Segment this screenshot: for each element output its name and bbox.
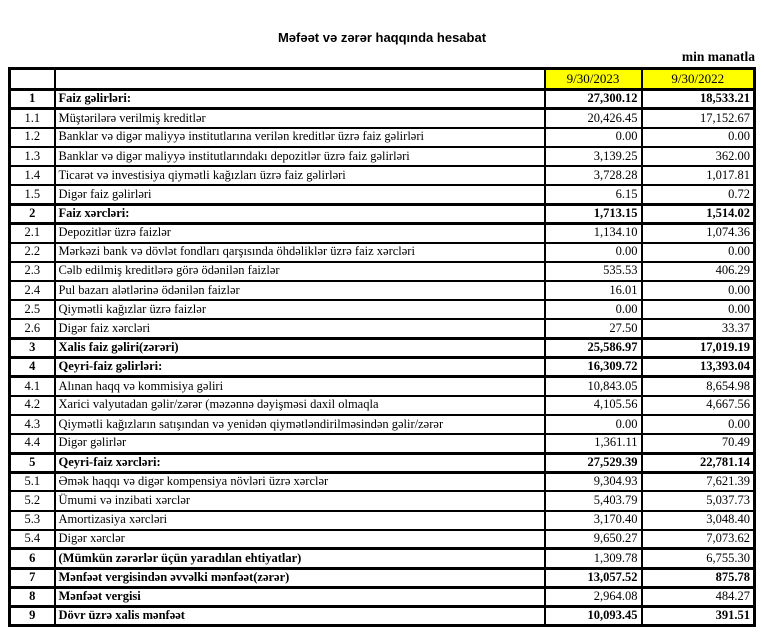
- row-value-2023: 0.00: [545, 128, 642, 147]
- row-value-2022: 17,019.19: [642, 338, 755, 357]
- table-row: [10, 262, 755, 281]
- table-row: [10, 185, 755, 204]
- table-row: [10, 511, 755, 530]
- table-row: [10, 453, 755, 472]
- row-value-2023: 2,964.08: [545, 587, 642, 606]
- table-row: [10, 90, 755, 109]
- row-no: 1.1: [10, 109, 55, 128]
- row-value-2022: 406.29: [642, 262, 755, 281]
- table-row: [10, 530, 755, 549]
- row-no: 4.4: [10, 434, 55, 453]
- column-header-2022: 9/30/2022: [642, 69, 755, 90]
- row-label: Banklar və digər maliyyə institutlarına verilən kreditlər üzrə faiz gəlirləri: [55, 128, 545, 147]
- row-label: Amortizasiya xərcləri: [55, 511, 545, 530]
- row-no: 2.1: [10, 223, 55, 242]
- row-value-2023: 6.15: [545, 185, 642, 204]
- table-row: [10, 472, 755, 491]
- row-value-2023: 0.00: [545, 300, 642, 319]
- row-no: 9: [10, 606, 55, 625]
- row-value-2022: 1,017.81: [642, 166, 755, 185]
- row-value-2023: 20,426.45: [545, 109, 642, 128]
- table-row: [10, 243, 755, 262]
- table-row: [10, 338, 755, 357]
- row-no: 2: [10, 204, 55, 223]
- row-no: 1.5: [10, 185, 55, 204]
- row-no: 2.5: [10, 300, 55, 319]
- row-value-2023: 1,309.78: [545, 549, 642, 568]
- row-value-2023: 1,361.11: [545, 434, 642, 453]
- row-label: Digər faiz xərcləri: [55, 319, 545, 338]
- row-value-2022: 0.00: [642, 300, 755, 319]
- row-value-2023: 27,300.12: [545, 90, 642, 109]
- table-row: [10, 300, 755, 319]
- row-value-2022: 3,048.40: [642, 511, 755, 530]
- row-value-2023: 27.50: [545, 319, 642, 338]
- row-no: 5.4: [10, 530, 55, 549]
- row-value-2022: 22,781.14: [642, 453, 755, 472]
- table-row: [10, 377, 755, 396]
- table-header-row: [10, 69, 755, 90]
- row-value-2022: 484.27: [642, 587, 755, 606]
- table-row: [10, 434, 755, 453]
- row-value-2023: 535.53: [545, 262, 642, 281]
- table-row: [10, 568, 755, 587]
- page-title: Məfəət və zərər haqqında hesabat: [277, 30, 487, 45]
- row-value-2023: 10,093.45: [545, 606, 642, 625]
- row-value-2023: 4,105.56: [545, 396, 642, 415]
- unit-note: min manatla: [681, 49, 755, 64]
- row-no: 1.2: [10, 128, 55, 147]
- row-value-2023: 25,586.97: [545, 338, 642, 357]
- row-label: Qeyri-faiz gəlirləri:: [55, 357, 545, 376]
- row-label: Ümumi və inzibati xərclər: [55, 491, 545, 510]
- row-value-2022: 0.00: [642, 243, 755, 262]
- row-no: 6: [10, 549, 55, 568]
- row-label: Ticarət və investisiya qiymətli kağızları üzrə faiz gəlirləri: [55, 166, 545, 185]
- table-row: [10, 415, 755, 434]
- row-no: 2.3: [10, 262, 55, 281]
- column-header-2023: 9/30/2023: [545, 69, 642, 90]
- row-label: Qeyri-faiz xərcləri:: [55, 453, 545, 472]
- row-label: Digər faiz gəlirləri: [55, 185, 545, 204]
- table-row: [10, 606, 755, 625]
- row-label: Pul bazarı alətlərinə ödənilən faizlər: [55, 281, 545, 300]
- row-no: 1.3: [10, 147, 55, 166]
- row-value-2022: 0.72: [642, 185, 755, 204]
- row-value-2022: 1,074.36: [642, 223, 755, 242]
- row-no: 2.6: [10, 319, 55, 338]
- row-value-2022: 0.00: [642, 281, 755, 300]
- row-label: Alınan haqq və kommisiya gəliri: [55, 377, 545, 396]
- row-value-2023: 5,403.79: [545, 491, 642, 510]
- table-row: [10, 491, 755, 510]
- row-label: Faiz gəlirləri:: [55, 90, 545, 109]
- row-value-2022: 362.00: [642, 147, 755, 166]
- row-label: Faiz xərcləri:: [55, 204, 545, 223]
- table-row: [10, 147, 755, 166]
- row-label: Xalis faiz gəliri(zərəri): [55, 338, 545, 357]
- row-label: Depozitlər üzrə faizlər: [55, 223, 545, 242]
- row-no: 2.2: [10, 243, 55, 262]
- table-row: [10, 204, 755, 223]
- row-value-2022: 4,667.56: [642, 396, 755, 415]
- row-no: 5.1: [10, 472, 55, 491]
- row-label: Qiymətli kağızlar üzrə faizlər: [55, 300, 545, 319]
- row-no: 8: [10, 587, 55, 606]
- row-label: Qiymətli kağızların satışından və yenidən qiymətləndirilməsindən gəlir/zərər: [55, 415, 545, 434]
- table-row: [10, 549, 755, 568]
- row-value-2022: 17,152.67: [642, 109, 755, 128]
- row-no: 4.3: [10, 415, 55, 434]
- row-no: 5: [10, 453, 55, 472]
- row-value-2023: 16,309.72: [545, 357, 642, 376]
- row-label: Əmək haqqı və digər kompensiya növləri üzrə xərclər: [55, 472, 545, 491]
- row-no: 4.2: [10, 396, 55, 415]
- table-row: [10, 109, 755, 128]
- row-label: Mənfəət vergisi: [55, 587, 545, 606]
- row-no: 7: [10, 568, 55, 587]
- table-row: [10, 166, 755, 185]
- row-value-2022: 391.51: [642, 606, 755, 625]
- row-value-2023: 3,170.40: [545, 511, 642, 530]
- table-row: [10, 396, 755, 415]
- row-value-2023: 1,713.15: [545, 204, 642, 223]
- row-value-2023: 10,843.05: [545, 377, 642, 396]
- row-label: Mərkəzi bank və dövlət fondları qarşısında öhdəliklər üzrə faiz xərcləri: [55, 243, 545, 262]
- row-value-2023: 0.00: [545, 415, 642, 434]
- row-value-2022: 1,514.02: [642, 204, 755, 223]
- row-label: (Mümkün zərərlər üçün yaradılan ehtiyatlar): [55, 549, 545, 568]
- table-row: [10, 357, 755, 376]
- row-no: 5.3: [10, 511, 55, 530]
- row-value-2022: 18,533.21: [642, 90, 755, 109]
- row-no: 5.2: [10, 491, 55, 510]
- row-no: 1.4: [10, 166, 55, 185]
- row-value-2022: 5,037.73: [642, 491, 755, 510]
- row-label: Müştərilərə verilmiş kreditlər: [55, 109, 545, 128]
- table-row: [10, 281, 755, 300]
- report-table-body: [10, 90, 755, 626]
- row-no: 4: [10, 357, 55, 376]
- row-value-2023: 0.00: [545, 243, 642, 262]
- row-value-2022: 0.00: [642, 415, 755, 434]
- row-label: Xarici valyutadan gəlir/zərər (məzənnə dəyişməsi daxil olmaqla: [55, 396, 545, 415]
- row-value-2023: 13,057.52: [545, 568, 642, 587]
- row-value-2023: 27,529.39: [545, 453, 642, 472]
- row-label: Cəlb edilmiş kreditlərə görə ödənilən faizlər: [55, 262, 545, 281]
- row-label: Banklar və digər maliyyə institutlarındakı depozitlər üzrə faiz gəlirləri: [55, 147, 545, 166]
- row-label: Mənfəət vergisindən əvvəlki mənfəət(zərər): [55, 568, 545, 587]
- row-value-2023: 3,728.28: [545, 166, 642, 185]
- row-value-2023: 16.01: [545, 281, 642, 300]
- row-value-2023: 3,139.25: [545, 147, 642, 166]
- table-row: [10, 587, 755, 606]
- row-no: 2.4: [10, 281, 55, 300]
- row-value-2022: 875.78: [642, 568, 755, 587]
- row-label: Dövr üzrə xalis mənfəət: [55, 606, 545, 625]
- table-row: [10, 128, 755, 147]
- row-value-2023: 9,650.27: [545, 530, 642, 549]
- row-no: 4.1: [10, 377, 55, 396]
- row-label: Digər gəlirlər: [55, 434, 545, 453]
- row-value-2022: 7,621.39: [642, 472, 755, 491]
- table-row: [10, 319, 755, 338]
- row-value-2022: 7,073.62: [642, 530, 755, 549]
- profit-loss-table: [8, 67, 756, 627]
- row-value-2022: 33.37: [642, 319, 755, 338]
- row-value-2023: 9,304.93: [545, 472, 642, 491]
- header-empty-no: [10, 69, 55, 90]
- row-value-2022: 70.49: [642, 434, 755, 453]
- row-label: Digər xərclər: [55, 530, 545, 549]
- row-no: 3: [10, 338, 55, 357]
- header-empty-label: [55, 69, 545, 90]
- row-value-2022: 6,755.30: [642, 549, 755, 568]
- row-value-2023: 1,134.10: [545, 223, 642, 242]
- row-value-2022: 13,393.04: [642, 357, 755, 376]
- row-value-2022: 8,654.98: [642, 377, 755, 396]
- row-value-2022: 0.00: [642, 128, 755, 147]
- table-row: [10, 223, 755, 242]
- row-no: 1: [10, 90, 55, 109]
